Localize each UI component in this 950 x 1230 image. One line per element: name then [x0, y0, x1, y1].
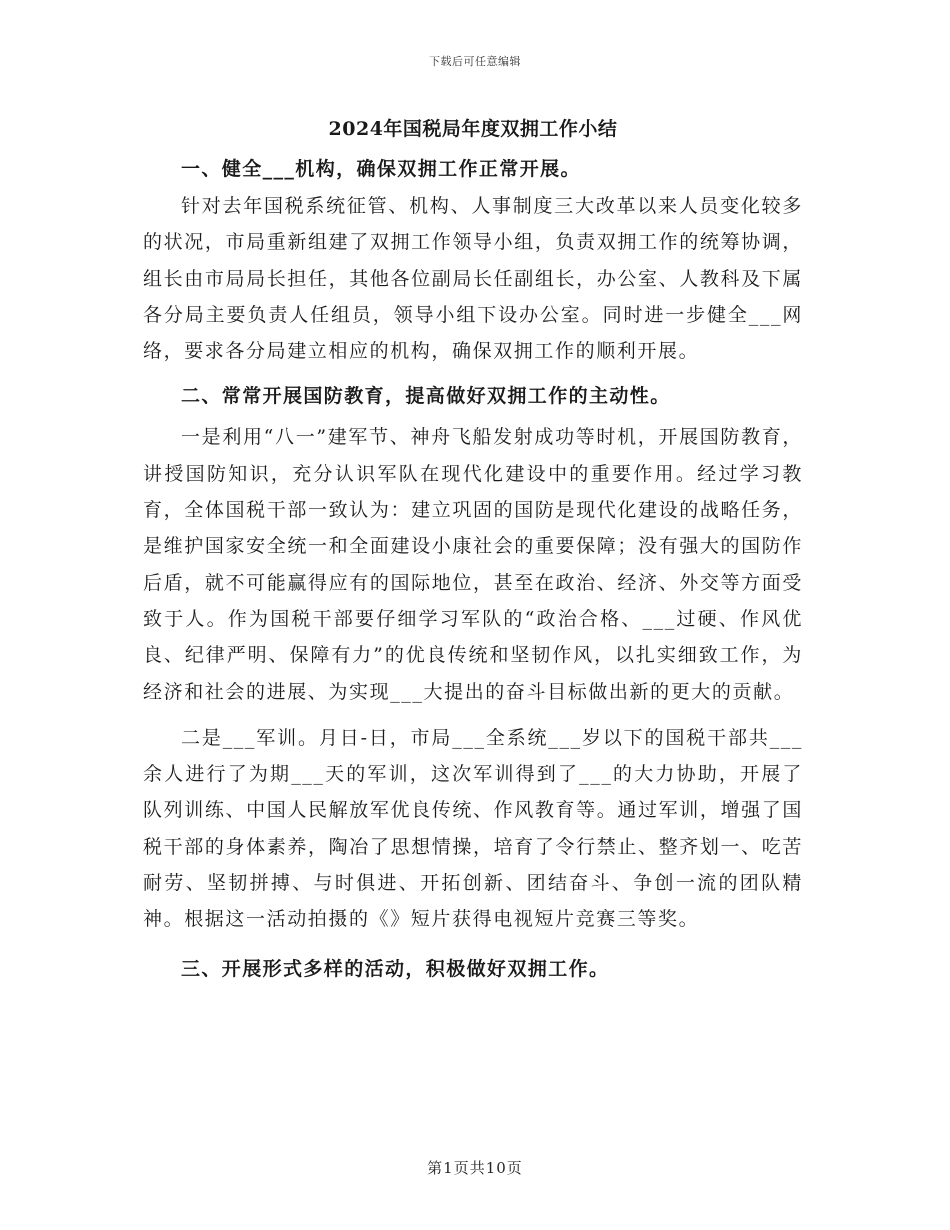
- page-header-note: 下载后可任意编辑: [429, 55, 521, 68]
- section-paragraph-1: 针对去年国税系统征管、机构、人事制度三大改革以来人员变化较多的状况，市局重新组建了双拥工作领导小组，负责双拥工作的统筹协调，组长由市局局长担任，其他各位副局长任副组长，办公室、人教科及下属各分局主要负责人任组员，领导小组下设办公室。同时进一步健全___网络，要求各分局建立相应的机构，确保双拥工作的顺利开展。: [143, 195, 803, 363]
- section-paragraph-3: 二是___军训。月日-日，市局___全系统___岁以下的国税干部共___余人进行了为期___天的军训，这次军训得到了___的大力协助，开展了队列训练、中国人民解放军优良传统、作风教育等。通过军训，增强了国税干部的身体素养，陶冶了思想情操，培育了令行禁止、整齐划一、吃苦耐劳、坚韧拼搏、与时俱进、开拓创新、团结奋斗、争创一流的团队精神。根据这一活动拍摄的《》短片获得电视短片竞赛三等奖。: [143, 726, 803, 931]
- section-heading-3: 三、开展形式多样的活动，积极做好双拥工作。: [181, 957, 610, 980]
- section-paragraph-2: 一是利用“八一”建军节、神舟飞船发射成功等时机，开展国防教育，讲授国防知识，充分认识军队在现代化建设中的重要作用。经过学习教育，全体国税干部一致认为：建立巩固的国防是现代化建设的战略任务，是维护国家安全统一和全面建设小康社会的重要保障；没有强大的国防作后盾，就不可能赢得应有的国际地位，甚至在政治、经济、外交等方面受致于人。作为国税干部要仔细学习军队的“政治合格、___过硬、作风优良、纪律严明、保障有力”的优良传统和坚韧作风，以扎实细致工作，为经济和社会的进展、为实现___大提出的奋斗目标做出新的更大的贡献。: [143, 426, 803, 703]
- page-footer: 第1页共10页: [427, 1159, 523, 1177]
- document-title: 2024年国税局年度双拥工作小结: [328, 118, 618, 140]
- document-body: [143, 112, 803, 988]
- section-heading-1: 一、健全___机构，确保双拥工作正常开展。: [181, 158, 581, 180]
- section-heading-2: 二、常常开展国防教育，提高做好双拥工作的主动性。: [181, 385, 671, 408]
